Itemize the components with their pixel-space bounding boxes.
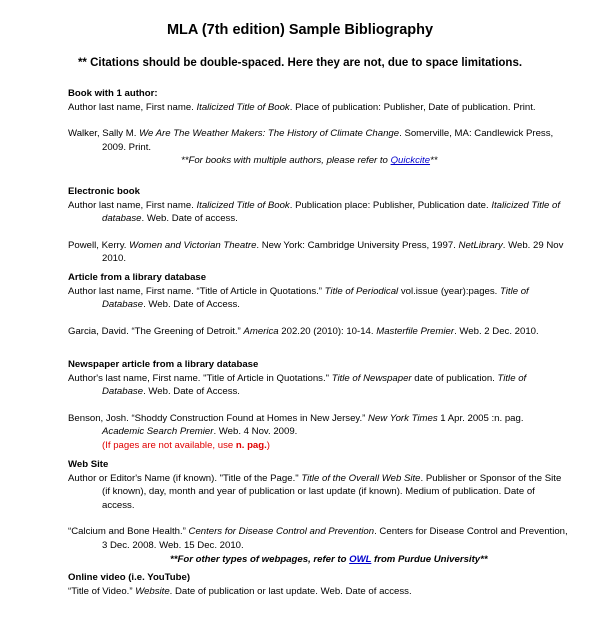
citation-example: Benson, Josh. “Shoddy Construction Found at Homes in New Jersey.” New York Times 1 Apr. 2005 :n. pag. Academic Search Premier. Web. 4 Nov. 2009. — [68, 412, 524, 438]
citation-template: “Title of Video.” Website. Date of publication or last update. Web. Date of access. — [68, 585, 412, 597]
section-heading: Article from a library database — [68, 272, 207, 283]
section-heading: Electronic book — [68, 186, 140, 197]
section-heading: Newspaper article from a library database — [68, 359, 259, 370]
citation-template: Author last name, First name. “Title of Article in Quotations.” Title of Periodical vol.issue (year):pages. Title of Database. Web. Date of Access. — [68, 285, 529, 311]
section-website — [68, 458, 568, 566]
citation-example: “Calcium and Bone Health.” Centers for Disease Control and Prevention. Centers for Disease Control and Prevention, 3 Dec. 2008. Web. 15 Dec. 2010. — [68, 526, 568, 551]
citation-example: Garcia, David. “The Greening of Detroit.” America 202.20 (2010): 10-14. Masterfile Premier. Web. 2 Dec. 2010. — [68, 325, 539, 337]
citation-template: Author or Editor's Name (if known). "Title of the Page." Title of the Overall Web Site. Publisher or Sponsor of the Site (if known), day, month and year of publication or last update (if known). Medium of publication. Date of access. — [68, 472, 562, 511]
section-book — [68, 87, 568, 168]
citation-template: Author last name, First name. Italicized Title of Book. Publication place: Publisher, Publication date. Italicized Title of database. Web. Date of access. — [68, 199, 561, 225]
citation-template: Author last name, First name. Italicized Title of Book. Place of publication: Publisher, Date of publication. Print. — [68, 101, 536, 113]
section-heading: Web Site — [68, 459, 109, 470]
citation-example: Powell, Kerry. Women and Victorian Theatre. New York: Cambridge University Press, 1997. NetLibrary. Web. 29 Nov 2010. — [68, 239, 564, 265]
section-article — [68, 271, 568, 338]
multiple-authors-note: **For books with multiple authors, please refer to Quickcite** — [181, 155, 438, 167]
no-pages-note: (If pages are not available, use n. pag.) — [102, 439, 270, 451]
citation-example: Walker, Sally M. We Are The Weather Makers: The History of Climate Change. Somerville, MA: Candlewick Press, 2009. Print. — [68, 128, 554, 153]
section-heading: Online video (i.e. YouTube) — [68, 572, 191, 583]
section-heading: Book with 1 author: — [68, 88, 158, 99]
citation-template: Author's last name, First name. "Title of Article in Quotations." Title of Newspaper date of publication. Title of Database. Web. Date of Access. — [68, 372, 527, 398]
section-video — [68, 571, 568, 598]
double-space-notice: ** Citations should be double-spaced. Here they are not, due to space limitations. — [77, 57, 523, 69]
section-newspaper — [68, 358, 568, 453]
quickcite-link[interactable]: Quickcite — [390, 155, 431, 167]
page-title: MLA (7th edition) Sample Bibliography — [166, 22, 434, 38]
owl-link[interactable]: OWL — [349, 553, 372, 565]
section-ebook — [68, 185, 568, 266]
other-webpages-note: **For other types of webpages, refer to OWL from Purdue University** — [170, 553, 488, 565]
